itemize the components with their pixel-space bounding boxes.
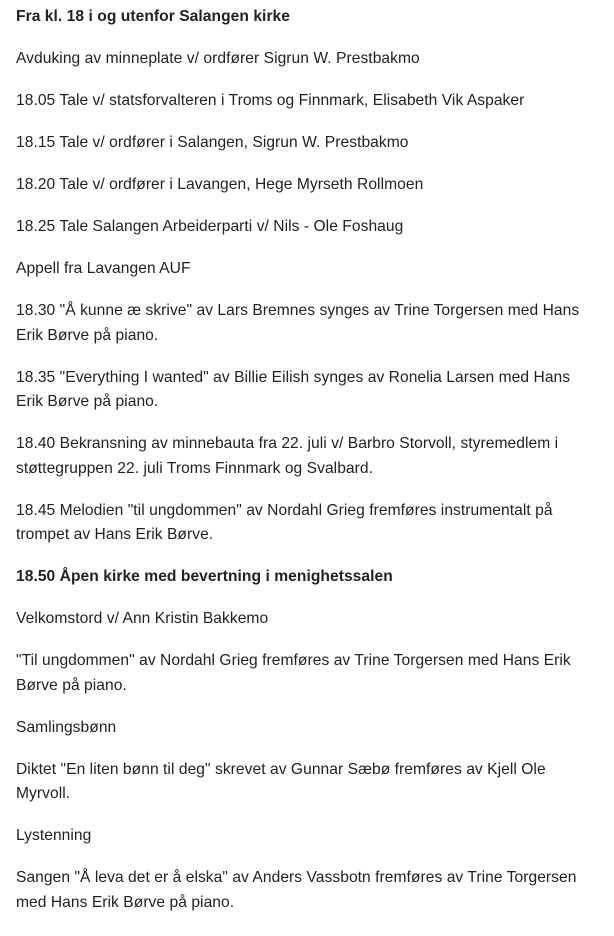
program-item-welcome: Velkomstord v/ Ann Kristin Bakkemo [16,610,269,627]
section-heading-open-church: 18.50 Åpen kirke med bevertning i menighetssalen [16,568,393,585]
program-item-song: Sangen "Å leva det er å elska" av Anders Vassbotn fremføres av Trine Torgersen med Hans Erik Børve på piano. [16,869,577,911]
program-item-1830: 18.30 "Å kunne æ skrive" av Lars Bremnes synges av Trine Torgersen med Hans Erik Børve på piano. [16,302,580,344]
section-heading-outdoor-program: Fra kl. 18 i og utenfor Salangen kirke [16,8,291,25]
program-item-1825: 18.25 Tale Salangen Arbeiderparti v/ Nils - Ole Foshaug [16,218,404,235]
program-item-1845: 18.45 Melodien "til ungdommen" av Nordahl Grieg fremføres instrumentalt på trompet av Hans Erik Børve. [16,501,553,543]
program-item-poem: Diktet "En liten bønn til deg" skrevet av Gunnar Sæbø fremføres av Kjell Ole Myrvoll. [16,760,546,802]
program-item-til-ungdommen: "Til ungdommen" av Nordahl Grieg fremføres av Trine Torgersen med Hans Erik Børve på piano. [16,652,571,694]
program-item-prayer: Samlingsbønn [16,718,117,736]
program-item-1815: 18.15 Tale v/ ordfører i Salangen, Sigrun W. Prestbakmo [16,134,409,151]
program-item-1820: 18.20 Tale v/ ordfører i Lavangen, Hege Myrseth Rollmoen [16,176,424,193]
program-item-appeal: Appell fra Lavangen AUF [16,260,191,277]
program-item-unveiling: Avduking av minneplate v/ ordfører Sigrun W. Prestbakmo [16,50,420,67]
program-item-1835: 18.35 "Everything I wanted" av Billie Eilish synges av Ronelia Larsen med Hans Erik Børve på piano. [16,368,571,410]
program-item-1840: 18.40 Bekransning av minnebauta fra 22. juli v/ Barbro Storvoll, styremedlem i støttegruppen 22. juli Troms Finnmark og Svalbard. [16,435,559,477]
program-item-1805: 18.05 Tale v/ statsforvalteren i Troms og Finnmark, Elisabeth Vik Aspaker [16,92,525,109]
program-item-candle-lighting: Lystenning [16,827,92,844]
